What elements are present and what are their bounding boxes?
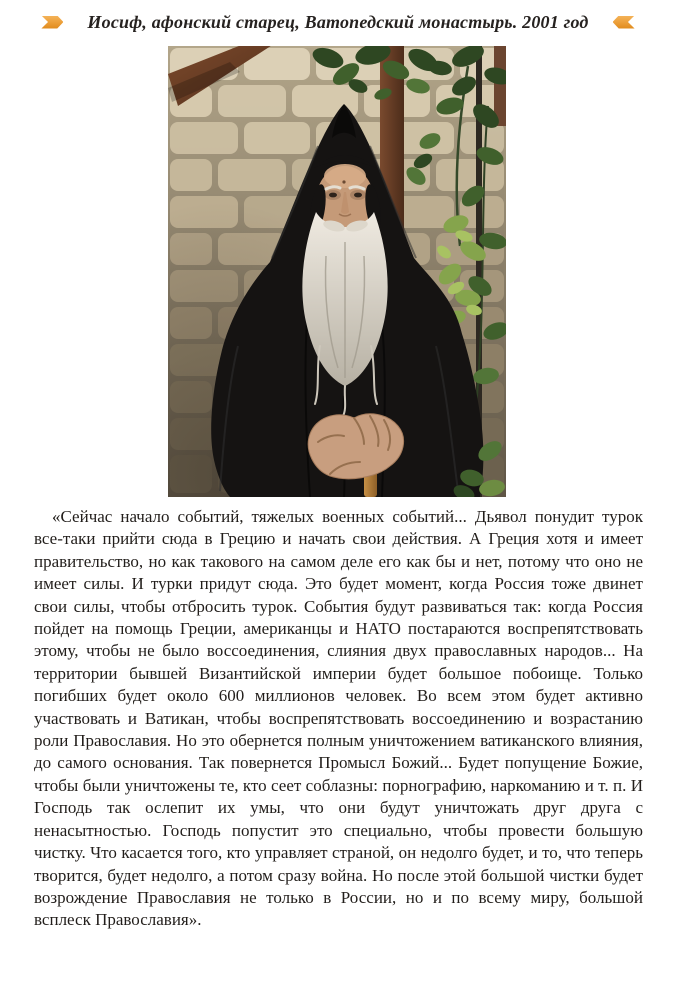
quote-paragraph: «Сейчас начало событий, тяжелых военных событий... Дьявол понудит турок все-таки прийти сюда в Грецию и начать свои действия. А Греция хотя и имеет правительство, но как такового на самом деле его как бы и нет, потому что оно не имеет силы. И турки придут сюда. Это будет момент, когда Россия тоже двинет свои силы, чтобы отбросить турок. События будут развиваться так: когда Россия пойдет на помощь Греции, американцы и НАТО постараются воспрепятствовать этому, чтобы не было воссоединения, слияния двух православных народов... На территории бывшей Византийской империи будет большое побоище. Только погибших будет около 600 миллионов человек. Во всем этом будет активно участвовать и Ватикан, чтобы воспрепятствовать воссоединению и возрастанию роли Православия. Но это обернется полным уничтожением ватиканского влияния, до самого основания. Так повернется Промысл Божий... Будет попущение Божие, чтобы были уничтожены те, кто сеет соблазны: порнографию, наркоманию и т. п. И Господь так ослепит их умы, что они будут уничтожать друг друга с ненасытностью. Господь попустит это специально, чтобы провести большую чистку. Что касается того, кто управляет страной, он недолго будет, и то, что теперь творится, будет недолго, а потом сразу война. Но после этой большой чистки будет возрождение Православия не только в России, но и по всему миру, большой всплеск Православия». (34, 507, 643, 930)
monk-photo-illustration (168, 46, 506, 497)
page-title: Иосиф, афонский старец, Ватопедский монастырь. 2001 год (87, 12, 589, 32)
monk-photo (168, 46, 506, 497)
arrow-left-icon (613, 16, 635, 29)
arrow-right-icon (41, 16, 63, 29)
page-header (0, 10, 676, 34)
